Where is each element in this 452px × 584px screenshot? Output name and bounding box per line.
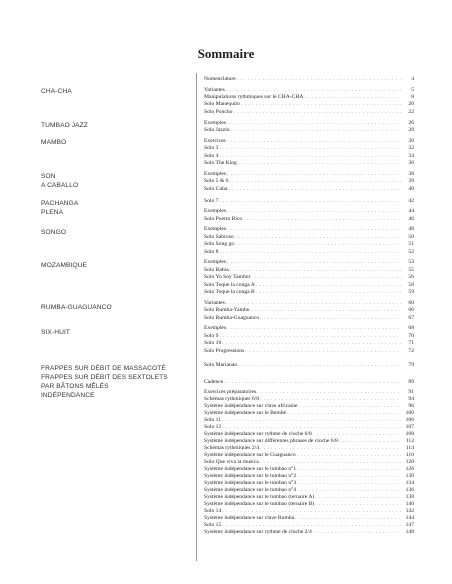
toc-entry-page: 68: [408, 325, 414, 331]
section-heading: SON: [41, 173, 56, 180]
toc-entry-label: Cadence: [204, 378, 224, 385]
page-title: Sommaire: [197, 46, 255, 61]
toc-entry: [204, 267, 414, 274]
toc-entry-label: Système indépendance sur le tumbao (ternaire B): [204, 501, 315, 507]
dot-leader: [219, 145, 401, 152]
toc-entry-page: 53: [408, 259, 414, 265]
toc-entry-label: Solo Progressions: [204, 347, 245, 354]
toc-entry-page: 142: [405, 508, 414, 514]
toc-entry-label: Solo 3: [204, 145, 219, 151]
toc-entry-label: Solo 11: [204, 417, 222, 423]
toc-entry-label: Système indépendance sur rythme de cloche 2/4: [204, 529, 312, 535]
dot-leader: [227, 171, 401, 178]
toc-entry-page: 8: [411, 93, 414, 100]
toc-entry-page: 42: [408, 197, 414, 204]
dot-leader: [243, 216, 401, 223]
toc-entry: [204, 307, 414, 314]
dot-leader: [219, 198, 401, 205]
toc-entry: [204, 171, 414, 178]
section-heading: MOZAMBIQUE: [41, 262, 88, 269]
toc-entry-label: Système indépendance sur clave Rumba: [204, 515, 295, 521]
toc-entry-page: 91: [408, 389, 414, 395]
section-heading: PAR BÂTONS MÊLÉS: [41, 383, 109, 390]
toc-entry-page: 136: [405, 487, 414, 493]
dot-leader: [228, 186, 401, 193]
section-heading: TUMBAO JAZZ: [41, 122, 88, 129]
dot-leader: [227, 138, 401, 145]
dot-leader: [260, 315, 401, 322]
toc-entry-page: 26: [408, 119, 414, 126]
toc-entry-label: Système indépendance sur le Bembé: [204, 410, 287, 416]
toc-entry-page: 28: [408, 127, 414, 133]
dot-leader: [227, 120, 401, 127]
toc-entry-page: 39: [408, 178, 414, 184]
toc-entry-label: Solo 9: [204, 332, 219, 339]
toc-entry-label: Exemples: [204, 119, 227, 126]
toc-entry-page: 60: [408, 299, 414, 306]
toc-entry-page: 107: [405, 424, 414, 430]
dot-leader: [227, 226, 401, 233]
toc-entry-label: Solo 12: [204, 424, 222, 430]
toc-entry-label: Exemples: [204, 259, 227, 265]
toc-entry-label: Exercices préparatoires: [204, 389, 257, 395]
dot-leader: [227, 259, 401, 266]
dot-leader: [235, 234, 401, 241]
toc-entry-page: 66: [408, 307, 414, 313]
dot-leader: [219, 249, 401, 256]
toc-entry-label: Solo Rumba-Yambu: [204, 307, 250, 313]
dot-leader: [238, 362, 401, 369]
toc-entry-page: 59: [408, 289, 414, 295]
toc-entry: [204, 153, 414, 160]
toc-entry-label: Système indépendance sur le tumbao (ternaire A): [204, 494, 315, 500]
toc-entry-label: Variantes: [204, 299, 225, 306]
toc-entry-page: 140: [405, 501, 414, 507]
toc-entry-label: Solo 8: [204, 248, 219, 255]
toc-entry-label: Solo Bahia: [204, 266, 229, 273]
section-heading: SIX-HUIT: [41, 329, 71, 336]
toc-entry-label: Solo Manequito: [204, 101, 240, 107]
dot-leader: [238, 160, 401, 167]
toc-entry-label: Exemples: [204, 208, 227, 214]
toc-entry: [204, 208, 414, 215]
toc-entry-label: Solo Yo Soy Tambor: [204, 274, 251, 280]
toc-entry: [204, 249, 414, 256]
toc-entry: [204, 94, 414, 101]
toc-entry-label: Système indépendance sur différentes phrases de cloche 6/8: [204, 438, 338, 444]
toc-entry-label: Schémas rythmiques 2/4: [204, 445, 259, 451]
toc-entry: [204, 101, 414, 108]
section-list: [0, 0, 200, 584]
toc-entry-page: 108: [405, 431, 414, 437]
toc-entry-page: 79: [408, 361, 414, 368]
toc-entry-page: 116: [405, 452, 414, 458]
toc-entry: [204, 198, 414, 205]
toc-entry-label: Solo Toque la conga B: [204, 289, 255, 295]
toc-entry: [204, 145, 414, 152]
toc-entry-page: 147: [405, 522, 414, 528]
toc-entry-label: Exemples: [204, 226, 227, 232]
section-heading: INDÉPENDANCE: [41, 392, 95, 399]
dot-leader: [237, 76, 401, 83]
toc-entry-page: 134: [405, 480, 414, 486]
dot-leader: [233, 109, 401, 116]
toc-entry-label: Solo Marianao: [204, 361, 238, 368]
toc-entry: [204, 274, 414, 281]
toc-entry: [204, 178, 414, 185]
toc-entry: [204, 76, 414, 83]
dot-leader: [231, 127, 401, 134]
toc-entry: [204, 120, 414, 127]
toc-entry: [204, 333, 414, 340]
toc-entry: [204, 289, 414, 296]
toc-entry-label: Solo 15: [204, 522, 222, 528]
toc-entry-label: Solo Puerto Rico: [204, 215, 243, 222]
toc-entry-label: Nomenclature: [204, 76, 236, 82]
dot-leader: [313, 529, 401, 536]
toc-entry-page: 120: [405, 459, 414, 465]
toc-entry-label: Exemples: [204, 170, 227, 177]
toc-entry: [204, 348, 414, 355]
toc-entry: [204, 315, 414, 322]
dot-leader: [256, 282, 401, 289]
toc-entry: [204, 160, 414, 167]
toc-entry-label: Solo 10: [204, 340, 222, 346]
dot-leader: [241, 101, 401, 108]
toc-entry-page: 148: [405, 529, 414, 535]
toc-entry-label: Solo The King: [204, 160, 237, 166]
toc-entry-label: Solo Poncho: [204, 108, 233, 115]
toc-entry-page: 96: [408, 403, 414, 409]
dot-leader: [219, 153, 401, 160]
toc-entry-page: 70: [408, 332, 414, 339]
dot-leader: [219, 333, 401, 340]
toc-entry: [204, 300, 414, 307]
section-heading: MAMBO: [41, 139, 67, 146]
toc-entry: [204, 282, 414, 289]
toc-entry: [204, 259, 414, 266]
section-heading: PACHANGA: [41, 200, 79, 207]
toc-entry-label: Système indépendance sur le tumbao n°2: [204, 473, 297, 479]
toc-entry-page: 44: [408, 208, 414, 214]
divider-line: [196, 73, 197, 561]
toc-entry-page: 51: [408, 241, 414, 247]
toc-entry-label: Solo Que viva la musica: [204, 459, 259, 465]
section-heading: FRAPPES SUR DÉBIT DES SEXTOLETS: [41, 374, 168, 381]
toc-entry: [204, 186, 414, 193]
toc-entry-page: 72: [408, 347, 414, 354]
dot-leader: [251, 274, 401, 281]
toc-entries: [204, 0, 414, 584]
toc-entry-page: 52: [408, 248, 414, 255]
toc-entry-label: Solo 14: [204, 508, 222, 514]
toc-entry-page: 5: [411, 86, 414, 93]
toc-entry-label: Système indépendance sur rythme de cloche 6/8: [204, 431, 312, 437]
toc-entry-page: 144: [405, 515, 414, 521]
toc-entry: [204, 234, 414, 241]
toc-entry: [204, 127, 414, 134]
toc-entry-page: 34: [408, 152, 414, 159]
dot-leader: [230, 267, 401, 274]
toc-entry-label: Système indépendance sur clave africaine: [204, 403, 298, 409]
dot-leader: [229, 178, 401, 185]
dot-leader: [235, 241, 401, 248]
toc-entry-label: Exercices: [204, 137, 226, 144]
toc-entry: [204, 362, 414, 369]
toc-entry-page: 55: [408, 266, 414, 273]
toc-entry-page: 67: [408, 314, 414, 321]
toc-entry-page: 138: [405, 494, 414, 500]
toc-entry-page: 100: [405, 410, 414, 416]
toc-entry-page: 71: [408, 340, 414, 346]
toc-entry: [204, 529, 414, 536]
toc-entry-label: Système indépendance sur le tumbao n°3: [204, 480, 297, 486]
toc-entry: [204, 138, 414, 145]
section-heading: A CABALLO: [41, 182, 79, 189]
toc-entry-label: Variantes: [204, 86, 225, 93]
toc-entry-page: 46: [408, 215, 414, 222]
dot-leader: [226, 300, 401, 307]
toc-entry-page: 20: [408, 101, 414, 107]
toc-entry-label: Solo Sabroso: [204, 233, 234, 240]
toc-entry-label: Solo Cuba: [204, 185, 228, 192]
toc-entry-label: Système indépendance sur le tumbao n°1: [204, 466, 297, 472]
toc-entry-page: 30: [408, 137, 414, 144]
toc-entry-label: Manipulations rythmiques sur le CHA-CHA: [204, 93, 304, 100]
dot-leader: [251, 307, 401, 314]
toc-entry-page: 48: [408, 226, 414, 232]
toc-entry: [204, 226, 414, 233]
dot-leader: [227, 208, 401, 215]
toc-entry-page: 58: [408, 281, 414, 288]
toc-entry-label: Système indépendance sur le tumbao n°4: [204, 487, 297, 493]
dot-leader: [304, 94, 401, 101]
toc-entry-page: 38: [408, 170, 414, 177]
toc-entry-page: 112: [405, 438, 414, 444]
toc-entry: [204, 216, 414, 223]
section-heading: PLENA: [41, 209, 64, 216]
toc-entry-label: Solo Toque la conga A: [204, 281, 255, 288]
toc-entry-page: 36: [408, 160, 414, 166]
dot-leader: [227, 325, 401, 332]
toc-entry-label: Schémas rythmiques 6/8: [204, 396, 259, 402]
toc-entry-label: Solo Song go: [204, 241, 235, 247]
section-heading: SONGO: [41, 229, 67, 236]
toc-entry-page: 114: [405, 445, 414, 451]
dot-leader: [222, 340, 401, 347]
dot-leader: [245, 348, 401, 355]
section-heading: FRAPPES SUR DÉBIT DE MASSACOTÉ: [41, 365, 166, 372]
toc-entry-page: 89: [408, 378, 414, 385]
section-heading: CHA-CHA: [41, 88, 72, 95]
toc-entry: [204, 379, 414, 386]
toc-entry-page: 126: [405, 466, 414, 472]
toc-entry-page: 106: [405, 417, 414, 423]
toc-entry-page: 130: [405, 473, 414, 479]
toc-entry-page: 32: [408, 145, 414, 151]
toc-entry-page: 56: [408, 274, 414, 280]
toc-entry-label: Solo Rumba-Guaguanco: [204, 314, 260, 321]
toc-entry-page: 40: [408, 185, 414, 192]
toc-entry-page: 50: [408, 233, 414, 240]
toc-entry: [204, 241, 414, 248]
toc-entry-label: Solo 7: [204, 197, 219, 204]
toc-entry-page: 22: [408, 108, 414, 115]
toc-entry-label: Solo 5 & 6: [204, 178, 229, 184]
dot-leader: [224, 379, 401, 386]
toc-entry: [204, 325, 414, 332]
dot-leader: [256, 289, 401, 296]
toc-entry-label: Exemples: [204, 325, 227, 331]
toc-entry-page: 4: [411, 76, 414, 82]
toc-entry: [204, 109, 414, 116]
section-heading: RUMBA-GUAGUANCO: [41, 304, 112, 311]
toc-entry-label: Solo Jazzin: [204, 127, 230, 133]
toc-entry-label: Système indépendance sur le Guaguanco: [204, 452, 296, 458]
toc-entry-page: 94: [408, 396, 414, 402]
toc-entry-label: Solo 4: [204, 152, 219, 159]
toc-entry: [204, 340, 414, 347]
